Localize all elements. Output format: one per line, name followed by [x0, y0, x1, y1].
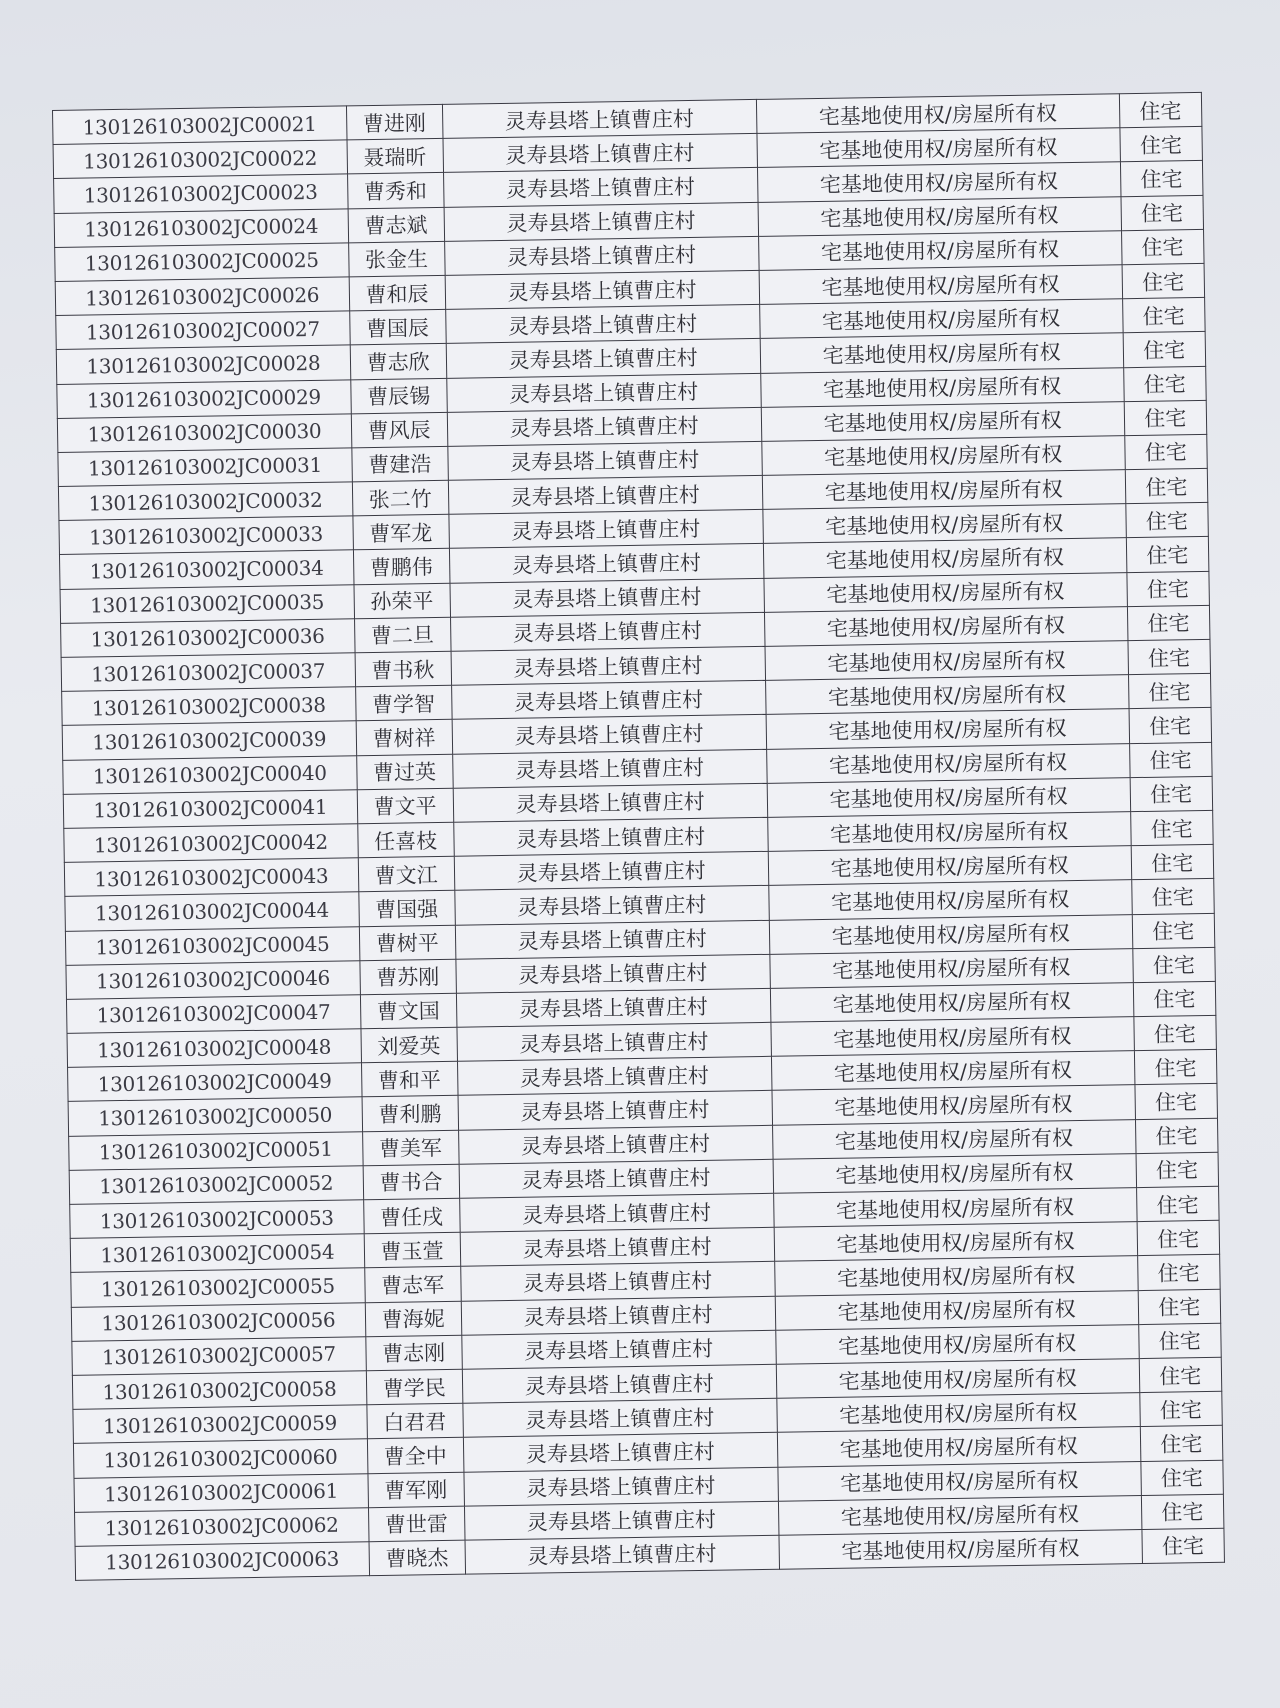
right-type-cell: 宅基地使用权/房屋所有权 [773, 1188, 1136, 1228]
location-cell: 灵寿县塔上镇曹庄村 [445, 270, 760, 309]
right-type-cell: 宅基地使用权/房屋所有权 [756, 94, 1119, 134]
owner-name-cell: 曹风辰 [351, 412, 447, 448]
right-type-cell: 宅基地使用权/房屋所有权 [779, 1529, 1142, 1569]
location-cell: 灵寿县塔上镇曹庄村 [448, 510, 763, 549]
right-type-cell: 宅基地使用权/房屋所有权 [774, 1256, 1137, 1296]
usage-cell: 住宅 [1128, 674, 1211, 709]
location-cell: 灵寿县塔上镇曹庄村 [462, 1364, 777, 1403]
right-type-cell: 宅基地使用权/房屋所有权 [762, 470, 1125, 510]
usage-cell: 住宅 [1130, 810, 1213, 845]
owner-name-cell: 曹过英 [356, 754, 452, 790]
parcel-code-cell: 130126103002JC00032 [58, 482, 352, 521]
registration-table [52, 92, 1225, 1581]
owner-name-cell: 曹建浩 [352, 446, 448, 482]
right-type-cell: 宅基地使用权/房屋所有权 [776, 1324, 1139, 1364]
parcel-code-cell: 130126103002JC00046 [66, 960, 360, 999]
owner-name-cell: 曹鹏伟 [353, 549, 449, 585]
parcel-code-cell: 130126103002JC00026 [55, 277, 349, 316]
parcel-code-cell: 130126103002JC00059 [73, 1405, 367, 1444]
parcel-code-cell: 130126103002JC00047 [66, 995, 360, 1034]
owner-name-cell: 曹志斌 [348, 207, 444, 243]
right-type-cell: 宅基地使用权/房屋所有权 [769, 914, 1132, 954]
owner-name-cell: 曹海妮 [365, 1301, 461, 1337]
right-type-cell: 宅基地使用权/房屋所有权 [764, 572, 1127, 612]
right-type-cell: 宅基地使用权/房屋所有权 [772, 1119, 1135, 1159]
right-type-cell: 宅基地使用权/房屋所有权 [757, 162, 1120, 202]
right-type-cell: 宅基地使用权/房屋所有权 [777, 1393, 1140, 1433]
location-cell: 灵寿县塔上镇曹庄村 [454, 886, 769, 925]
location-cell: 灵寿县塔上镇曹庄村 [459, 1193, 774, 1232]
parcel-code-cell: 130126103002JC00031 [58, 448, 352, 487]
owner-name-cell: 曹和平 [361, 1062, 457, 1098]
usage-cell: 住宅 [1140, 1460, 1223, 1495]
location-cell: 灵寿县塔上镇曹庄村 [461, 1296, 776, 1335]
parcel-code-cell: 130126103002JC00051 [69, 1131, 363, 1170]
location-cell: 灵寿县塔上镇曹庄村 [448, 475, 763, 514]
owner-name-cell: 张金生 [348, 241, 444, 277]
owner-name-cell: 曹志军 [364, 1267, 460, 1303]
parcel-code-cell: 130126103002JC00045 [65, 926, 359, 965]
usage-cell: 住宅 [1123, 332, 1206, 367]
parcel-code-cell: 130126103002JC00024 [54, 208, 348, 247]
location-cell: 灵寿县塔上镇曹庄村 [456, 988, 771, 1027]
owner-name-cell: 曹志刚 [365, 1335, 461, 1371]
location-cell: 灵寿县塔上镇曹庄村 [444, 202, 759, 241]
parcel-code-cell: 130126103002JC00036 [61, 619, 355, 658]
location-cell: 灵寿县塔上镇曹庄村 [460, 1227, 775, 1266]
location-cell: 灵寿县塔上镇曹庄村 [463, 1467, 778, 1506]
usage-cell: 住宅 [1126, 571, 1209, 606]
right-type-cell: 宅基地使用权/房屋所有权 [766, 743, 1129, 783]
parcel-code-cell: 130126103002JC00021 [53, 106, 347, 145]
parcel-code-cell: 130126103002JC00030 [57, 414, 351, 453]
owner-name-cell: 曹辰锡 [350, 378, 446, 414]
parcel-code-cell: 130126103002JC00041 [63, 790, 357, 829]
usage-cell: 住宅 [1135, 1118, 1218, 1153]
owner-name-cell: 曹学智 [355, 685, 451, 721]
location-cell: 灵寿县塔上镇曹庄村 [461, 1330, 776, 1369]
owner-name-cell: 曹树祥 [356, 720, 452, 756]
location-cell: 灵寿县塔上镇曹庄村 [446, 339, 761, 378]
owner-name-cell: 曹文平 [357, 788, 453, 824]
usage-cell: 住宅 [1132, 947, 1215, 982]
right-type-cell: 宅基地使用权/房屋所有权 [775, 1290, 1138, 1330]
location-cell: 灵寿县塔上镇曹庄村 [459, 1159, 774, 1198]
owner-name-cell: 曹树平 [359, 925, 455, 961]
parcel-code-cell: 130126103002JC00029 [57, 379, 351, 418]
location-cell: 灵寿县塔上镇曹庄村 [443, 134, 758, 173]
parcel-code-cell: 130126103002JC00061 [74, 1473, 368, 1512]
location-cell: 灵寿县塔上镇曹庄村 [449, 578, 764, 617]
usage-cell: 住宅 [1134, 1050, 1217, 1085]
location-cell: 灵寿县塔上镇曹庄村 [451, 681, 766, 720]
parcel-code-cell: 130126103002JC00053 [70, 1200, 364, 1239]
parcel-code-cell: 130126103002JC00057 [72, 1336, 366, 1375]
usage-cell: 住宅 [1134, 1084, 1217, 1119]
usage-cell: 住宅 [1129, 708, 1212, 743]
right-type-cell: 宅基地使用权/房屋所有权 [758, 230, 1121, 270]
right-type-cell: 宅基地使用权/房屋所有权 [777, 1427, 1140, 1467]
usage-cell: 住宅 [1133, 1015, 1216, 1050]
location-cell: 灵寿县塔上镇曹庄村 [450, 612, 765, 651]
location-cell: 灵寿县塔上镇曹庄村 [465, 1535, 780, 1574]
location-cell: 灵寿县塔上镇曹庄村 [447, 407, 762, 446]
parcel-code-cell: 130126103002JC00040 [63, 755, 357, 794]
right-type-cell: 宅基地使用权/房屋所有权 [761, 367, 1124, 407]
right-type-cell: 宅基地使用权/房屋所有权 [770, 983, 1133, 1023]
right-type-cell: 宅基地使用权/房屋所有权 [770, 948, 1133, 988]
table-body [53, 92, 1225, 1580]
parcel-code-cell: 130126103002JC00056 [71, 1302, 365, 1341]
right-type-cell: 宅基地使用权/房屋所有权 [767, 777, 1130, 817]
location-cell: 灵寿县塔上镇曹庄村 [443, 168, 758, 207]
location-cell: 灵寿县塔上镇曹庄村 [451, 646, 766, 685]
parcel-code-cell: 130126103002JC00022 [53, 140, 347, 179]
owner-name-cell: 孙荣平 [354, 583, 450, 619]
owner-name-cell: 曹美军 [362, 1130, 458, 1166]
right-type-cell: 宅基地使用权/房屋所有权 [776, 1359, 1139, 1399]
usage-cell: 住宅 [1124, 400, 1207, 435]
right-type-cell: 宅基地使用权/房屋所有权 [762, 436, 1125, 476]
owner-name-cell: 曹国强 [359, 891, 455, 927]
usage-cell: 住宅 [1122, 298, 1205, 333]
location-cell: 灵寿县塔上镇曹庄村 [458, 1125, 773, 1164]
usage-cell: 住宅 [1138, 1289, 1221, 1324]
owner-name-cell: 曹进刚 [346, 104, 442, 140]
usage-cell: 住宅 [1127, 605, 1210, 640]
usage-cell: 住宅 [1133, 981, 1216, 1016]
owner-name-cell: 曹书合 [363, 1164, 459, 1200]
usage-cell: 住宅 [1124, 434, 1207, 469]
location-cell: 灵寿县塔上镇曹庄村 [463, 1433, 778, 1472]
owner-name-cell: 曹秀和 [347, 173, 443, 209]
right-type-cell: 宅基地使用权/房屋所有权 [769, 880, 1132, 920]
owner-name-cell: 曹学民 [366, 1369, 462, 1405]
usage-cell: 住宅 [1125, 468, 1208, 503]
right-type-cell: 宅基地使用权/房屋所有权 [759, 265, 1122, 305]
location-cell: 灵寿县塔上镇曹庄村 [455, 920, 770, 959]
right-type-cell: 宅基地使用权/房屋所有权 [771, 1051, 1134, 1091]
location-cell: 灵寿县塔上镇曹庄村 [458, 1091, 773, 1130]
usage-cell: 住宅 [1137, 1255, 1220, 1290]
parcel-code-cell: 130126103002JC00033 [59, 516, 353, 555]
parcel-code-cell: 130126103002JC00050 [68, 1097, 362, 1136]
usage-cell: 住宅 [1138, 1323, 1221, 1358]
parcel-code-cell: 130126103002JC00058 [72, 1371, 366, 1410]
parcel-code-cell: 130126103002JC00027 [56, 311, 350, 350]
right-type-cell: 宅基地使用权/房屋所有权 [774, 1222, 1137, 1262]
owner-name-cell: 任喜枝 [357, 822, 453, 858]
location-cell: 灵寿县塔上镇曹庄村 [446, 373, 761, 412]
usage-cell: 住宅 [1121, 195, 1204, 230]
location-cell: 灵寿县塔上镇曹庄村 [444, 236, 759, 275]
owner-name-cell: 曹利鹏 [362, 1096, 458, 1132]
usage-cell: 住宅 [1130, 776, 1213, 811]
parcel-code-cell: 130126103002JC00043 [64, 858, 358, 897]
owner-name-cell: 曹志欣 [350, 344, 446, 380]
usage-cell: 住宅 [1119, 127, 1202, 162]
location-cell: 灵寿县塔上镇曹庄村 [452, 749, 767, 788]
usage-cell: 住宅 [1120, 161, 1203, 196]
right-type-cell: 宅基地使用权/房屋所有权 [765, 641, 1128, 681]
owner-name-cell: 聂瑞昕 [347, 139, 443, 175]
location-cell: 灵寿县塔上镇曹庄村 [456, 1022, 771, 1061]
parcel-code-cell: 130126103002JC00063 [75, 1542, 369, 1581]
owner-name-cell: 曹世雷 [368, 1506, 464, 1542]
location-cell: 灵寿县塔上镇曹庄村 [449, 544, 764, 583]
owner-name-cell: 曹苏刚 [360, 959, 456, 995]
location-cell: 灵寿县塔上镇曹庄村 [457, 1057, 772, 1096]
location-cell: 灵寿县塔上镇曹庄村 [445, 305, 760, 344]
right-type-cell: 宅基地使用权/房屋所有权 [768, 812, 1131, 852]
right-type-cell: 宅基地使用权/房屋所有权 [763, 504, 1126, 544]
owner-name-cell: 曹全中 [367, 1438, 463, 1474]
owner-name-cell: 曹文国 [360, 993, 456, 1029]
right-type-cell: 宅基地使用权/房屋所有权 [778, 1495, 1141, 1535]
right-type-cell: 宅基地使用权/房屋所有权 [772, 1085, 1135, 1125]
usage-cell: 住宅 [1129, 742, 1212, 777]
owner-name-cell: 曹军龙 [353, 515, 449, 551]
owner-name-cell: 曹任戌 [363, 1198, 459, 1234]
parcel-code-cell: 130126103002JC00044 [65, 892, 359, 931]
usage-cell: 住宅 [1139, 1391, 1222, 1426]
right-type-cell: 宅基地使用权/房屋所有权 [761, 401, 1124, 441]
owner-name-cell: 曹国辰 [349, 309, 445, 345]
location-cell: 灵寿县塔上镇曹庄村 [453, 783, 768, 822]
parcel-code-cell: 130126103002JC00035 [60, 584, 354, 623]
parcel-code-cell: 130126103002JC00023 [54, 174, 348, 213]
right-type-cell: 宅基地使用权/房屋所有权 [765, 675, 1128, 715]
parcel-code-cell: 130126103002JC00048 [67, 1029, 361, 1068]
usage-cell: 住宅 [1137, 1220, 1220, 1255]
location-cell: 灵寿县塔上镇曹庄村 [453, 817, 768, 856]
parcel-code-cell: 130126103002JC00034 [59, 550, 353, 589]
parcel-code-cell: 130126103002JC00049 [68, 1063, 362, 1102]
location-cell: 灵寿县塔上镇曹庄村 [447, 441, 762, 480]
location-cell: 灵寿县塔上镇曹庄村 [462, 1398, 777, 1437]
owner-name-cell: 曹玉萱 [364, 1232, 460, 1268]
usage-cell: 住宅 [1121, 229, 1204, 264]
usage-cell: 住宅 [1122, 263, 1205, 298]
parcel-code-cell: 130126103002JC00060 [73, 1439, 367, 1478]
right-type-cell: 宅基地使用权/房屋所有权 [763, 538, 1126, 578]
right-type-cell: 宅基地使用权/房屋所有权 [768, 846, 1131, 886]
right-type-cell: 宅基地使用权/房屋所有权 [773, 1153, 1136, 1193]
usage-cell: 住宅 [1141, 1494, 1224, 1529]
usage-cell: 住宅 [1132, 913, 1215, 948]
right-type-cell: 宅基地使用权/房屋所有权 [760, 333, 1123, 373]
right-type-cell: 宅基地使用权/房屋所有权 [759, 299, 1122, 339]
usage-cell: 住宅 [1127, 639, 1210, 674]
right-type-cell: 宅基地使用权/房屋所有权 [757, 128, 1120, 168]
owner-name-cell: 曹晓杰 [369, 1540, 465, 1576]
usage-cell: 住宅 [1131, 879, 1214, 914]
location-cell: 灵寿县塔上镇曹庄村 [442, 99, 757, 138]
usage-cell: 住宅 [1131, 844, 1214, 879]
owner-name-cell: 曹和辰 [349, 275, 445, 311]
parcel-code-cell: 130126103002JC00055 [71, 1268, 365, 1307]
right-type-cell: 宅基地使用权/房屋所有权 [764, 606, 1127, 646]
usage-cell: 住宅 [1141, 1528, 1224, 1563]
usage-cell: 住宅 [1125, 503, 1208, 538]
owner-name-cell: 刘爱英 [361, 1027, 457, 1063]
right-type-cell: 宅基地使用权/房屋所有权 [758, 196, 1121, 236]
parcel-code-cell: 130126103002JC00038 [62, 687, 356, 726]
right-type-cell: 宅基地使用权/房屋所有权 [778, 1461, 1141, 1501]
usage-cell: 住宅 [1136, 1186, 1219, 1221]
parcel-code-cell: 130126103002JC00062 [75, 1507, 369, 1546]
parcel-code-cell: 130126103002JC00042 [64, 824, 358, 863]
location-cell: 灵寿县塔上镇曹庄村 [454, 851, 769, 890]
location-cell: 灵寿县塔上镇曹庄村 [452, 715, 767, 754]
parcel-code-cell: 130126103002JC00039 [62, 721, 356, 760]
location-cell: 灵寿县塔上镇曹庄村 [460, 1262, 775, 1301]
usage-cell: 住宅 [1140, 1426, 1223, 1461]
parcel-code-cell: 130126103002JC00054 [70, 1234, 364, 1273]
location-cell: 灵寿县塔上镇曹庄村 [464, 1501, 779, 1540]
owner-name-cell: 曹二旦 [354, 617, 450, 653]
usage-cell: 住宅 [1119, 92, 1202, 127]
parcel-code-cell: 130126103002JC00028 [56, 345, 350, 384]
parcel-code-cell: 130126103002JC00052 [69, 1166, 363, 1205]
usage-cell: 住宅 [1123, 366, 1206, 401]
owner-name-cell: 曹军刚 [368, 1472, 464, 1508]
parcel-code-cell: 130126103002JC00025 [55, 243, 349, 282]
owner-name-cell: 曹文江 [358, 856, 454, 892]
location-cell: 灵寿县塔上镇曹庄村 [455, 954, 770, 993]
right-type-cell: 宅基地使用权/房屋所有权 [771, 1017, 1134, 1057]
paper-sheet [52, 92, 1225, 1581]
right-type-cell: 宅基地使用权/房屋所有权 [766, 709, 1129, 749]
owner-name-cell: 曹书秋 [355, 651, 451, 687]
usage-cell: 住宅 [1139, 1357, 1222, 1392]
parcel-code-cell: 130126103002JC00037 [61, 653, 355, 692]
owner-name-cell: 张二竹 [352, 480, 448, 516]
owner-name-cell: 白君君 [367, 1403, 463, 1439]
usage-cell: 住宅 [1136, 1152, 1219, 1187]
usage-cell: 住宅 [1126, 537, 1209, 572]
